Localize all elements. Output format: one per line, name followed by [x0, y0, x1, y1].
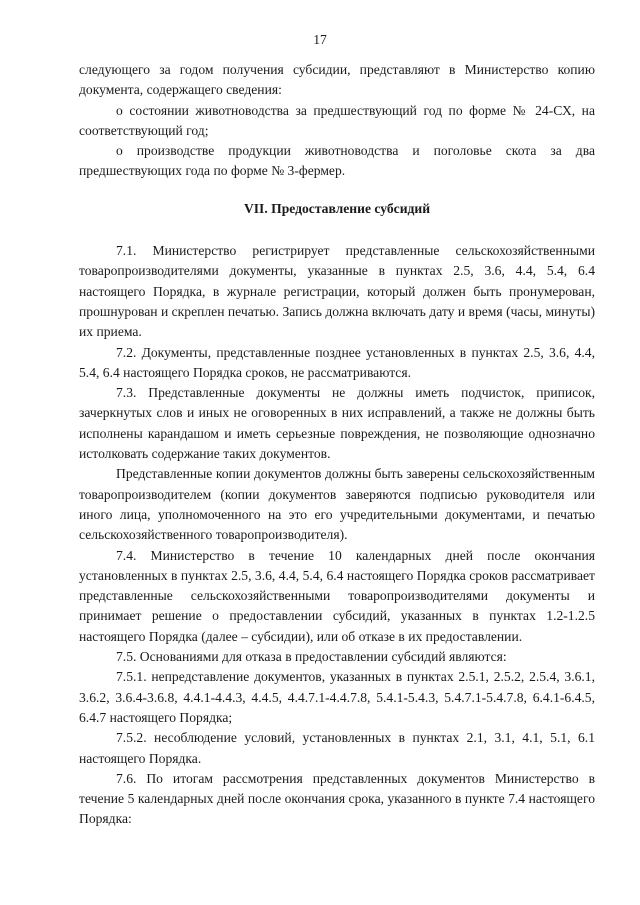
paragraph-7-1: 7.1. Министерство регистрирует представленные сельскохозяйственными товаропроизводителями документы, указанные в пунктах 2.5, 3.6, 4.4, 5.4, 6.4 настоящего Порядка, в журнале регистрации, который должен быть пронумерован, прошнурован и скреплен печатью. Запись должна включать дату и время (часы, минуты) их приема. — [79, 243, 595, 340]
paragraph-7-6: 7.6. По итогам рассмотрения представленных документов Министерство в течение 5 календарных дней после окончания срока, указанного в пункте 7.4 настоящего Порядка: — [79, 770, 595, 827]
paragraph-7-5-2: 7.5.2. несоблюдение условий, установленных в пунктах 2.1, 3.1, 4.1, 5.1, 6.1 настоящего Порядка. — [79, 730, 595, 766]
paragraph-7-5: 7.5. Основаниями для отказа в предоставлении субсидий являются: — [116, 649, 507, 665]
paragraph: следующего за годом получения субсидии, представляют в Министерство копию документа, содержащего сведения: — [79, 62, 595, 98]
paragraph-7-2: 7.2. Документы, представленные позднее установленных в пунктах 2.5, 3.6, 4.4, 5.4, 6.4 настоящего Порядка сроков, не рассматриваются. — [79, 344, 595, 380]
paragraph-7-4: 7.4. Министерство в течение 10 календарных дней после окончания установленных в пунктах 2.5, 3.6, 4.4, 5.4, 6.4 настоящего Порядка сроков рассматривает представленные сельскохозяйственными товаропроизводителями документы и принимает решение о предоставлении субсидий, указанных в пунктах 1.2-1.2.5 настоящего Порядка (далее – субсидии), или об отказе в их предоставлении. — [79, 547, 595, 644]
page-content — [79, 60, 595, 830]
paragraph-7-5-1: 7.5.1. непредставление документов, указанных в пунктах 2.5.1, 2.5.2, 2.5.4, 3.6.1, 3.6.2, 3.6.4-3.6.8, 4.4.1-4.4.3, 4.4.5, 4.4.7.1-4.4.7.8, 5.4.1-5.4.3, 5.4.7.1-5.4.7.8, 6.4.1-6.4.5, 6.4.7 настоящего Порядка; — [79, 669, 595, 725]
paragraph-7-3: 7.3. Представленные документы не должны иметь подчисток, приписок, зачеркнутых слов и иных не оговоренных в них исправлений, а также не должны быть исполнены карандашом и иметь серьезные повреждения, не позволяющие однозначно истолковать содержание таких документов. — [79, 385, 595, 462]
page-number: 17 — [313, 32, 327, 47]
section-title: VII. Предоставление субсидий — [243, 200, 431, 216]
paragraph: о состоянии животноводства за предшествующий год по форме № 24-СХ, на соответствующий год; — [79, 102, 595, 138]
paragraph: о производстве продукции животноводства и поголовье скота за два предшествующих года по форме № 3-фермер. — [79, 143, 595, 179]
paragraph-copies: Представленные копии документов должны быть заверены сельскохозяйственным товаропроизводителем (копии документов заверяются подписью руководителя или иного лица, уполномоченного на это его учредительными документами, и печатью сельскохозяйственного товаропроизводителя). — [79, 466, 595, 543]
